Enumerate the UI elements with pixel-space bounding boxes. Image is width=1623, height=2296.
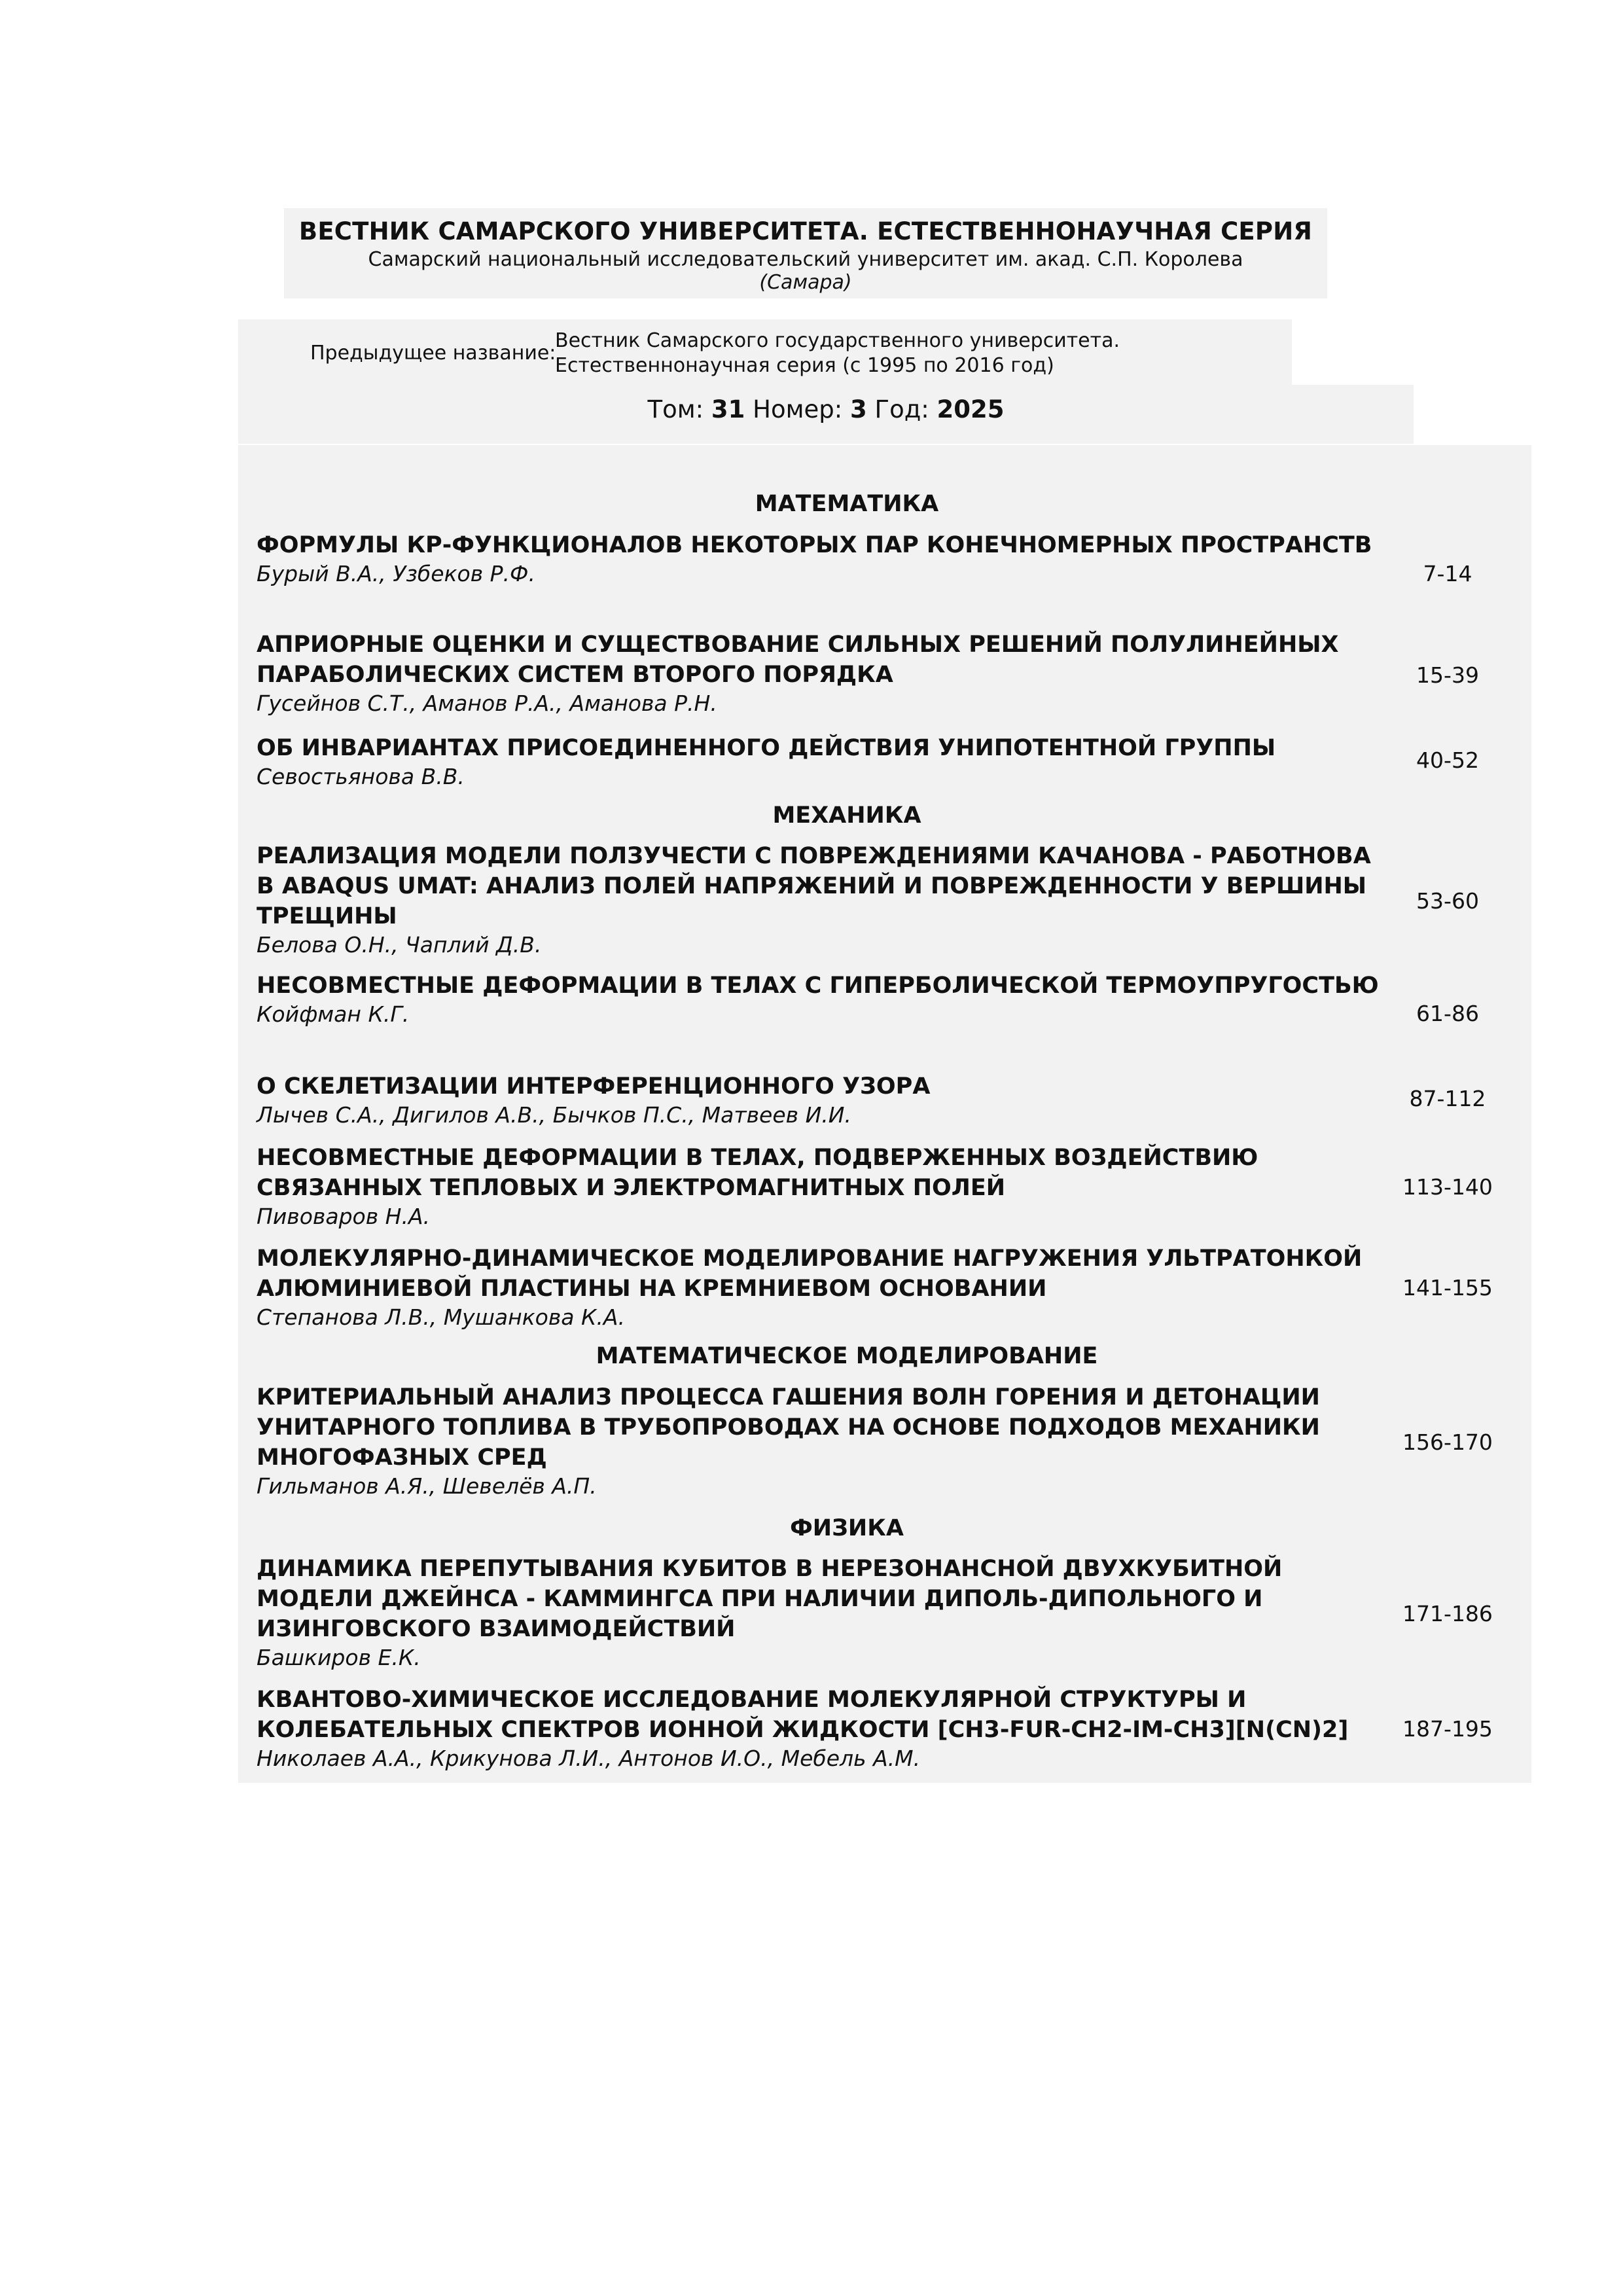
article-item[interactable] [257,1143,1513,1230]
article-pages: 87-112 [1409,1086,1486,1111]
number-value: 3 [850,395,867,423]
volume-label: Том: [647,395,704,423]
article-pages: 141-155 [1402,1275,1493,1300]
section-heading-math-modeling: МАТЕМАТИЧЕСКОЕ МОДЕЛИРОВАНИЕ [596,1343,1098,1369]
article-item[interactable] [257,630,1513,717]
journal-header [284,208,1327,298]
year-value: 2025 [936,395,1005,423]
article-authors: Башкиров Е.К. [257,1645,421,1670]
article-item[interactable] [257,530,1513,588]
article-pages: 40-52 [1416,747,1479,773]
article-title[interactable]: НЕСОВМЕСТНЫЕ ДЕФОРМАЦИИ В ТЕЛАХ, ПОДВЕРЖЕННЫХ ВОЗДЕЙСТВИЮ СВЯЗАННЫХ ТЕПЛОВЫХ И ЭЛЕКТРОМАГНИТНЫХ ПОЛЕЙ [257,1145,1258,1201]
article-item[interactable] [257,733,1513,791]
article-pages: 156-170 [1402,1429,1493,1455]
article-pages: 7-14 [1423,561,1472,586]
section-heading-mathematics: МАТЕМАТИКА [755,491,939,517]
article-pages: 113-140 [1402,1174,1493,1200]
table-of-contents [238,445,1531,1783]
article-pages: 15-39 [1416,662,1479,688]
article-title[interactable]: ДИНАМИКА ПЕРЕПУТЫВАНИЯ КУБИТОВ В НЕРЕЗОНАНСНОЙ ДВУХКУБИТНОЙ МОДЕЛИ ДЖЕЙНСА - КАММИНГСА ПРИ НАЛИЧИИ ДИПОЛЬ-ДИПОЛЬНОГО И ИЗИНГОВСКОГО ВЗАИМОДЕЙСТВИЙ [257,1556,1283,1642]
article-item[interactable] [257,841,1513,959]
article-authors: Пивоваров Н.А. [257,1204,431,1229]
article-title[interactable]: ФОРМУЛЫ КР-ФУНКЦИОНАЛОВ НЕКОТОРЫХ ПАР КОНЕЧНОМЕРНЫХ ПРОСТРАНСТВ [257,532,1372,558]
article-title[interactable]: КРИТЕРИАЛЬНЫЙ АНАЛИЗ ПРОЦЕССА ГАШЕНИЯ ВОЛН ГОРЕНИЯ И ДЕТОНАЦИИ УНИТАРНОГО ТОПЛИВА В ТРУБОПРОВОДАХ НА ОСНОВЕ ПОДХОДОВ МЕХАНИКИ МНОГОФАЗНЫХ СРЕД [257,1384,1320,1471]
article-pages: 187-195 [1402,1716,1493,1742]
article-pages: 171-186 [1402,1601,1493,1626]
article-pages: 53-60 [1416,888,1479,914]
section-heading-mechanics: МЕХАНИКА [772,802,921,829]
article-item[interactable] [257,1382,1513,1500]
article-authors: Гильманов А.Я., Шевелёв А.П. [257,1473,597,1499]
article-title[interactable]: ОБ ИНВАРИАНТАХ ПРИСОЕДИНЕННОГО ДЕЙСТВИЯ УНИПОТЕНТНОЙ ГРУППЫ [257,735,1276,761]
previous-title-block [238,319,1292,385]
article-title[interactable]: КВАНТОВО-ХИМИЧЕСКОЕ ИССЛЕДОВАНИЕ МОЛЕКУЛЯРНОЙ СТРУКТУРЫ И КОЛЕБАТЕЛЬНЫХ СПЕКТРОВ ИОННОЙ ЖИДКОСТИ [CH3-FUR-CH2-IM-CH3][N(CN)2] [257,1687,1349,1743]
article-title[interactable]: НЕСОВМЕСТНЫЕ ДЕФОРМАЦИИ В ТЕЛАХ С ГИПЕРБОЛИЧЕСКОЙ ТЕРМОУПРУГОСТЬЮ [257,973,1379,999]
article-authors: Койфман К.Г. [257,1001,410,1027]
journal-title: ВЕСТНИК САМАРСКОГО УНИВЕРСИТЕТА. ЕСТЕСТВЕННОНАУЧНАЯ СЕРИЯ [298,217,1313,245]
article-item[interactable] [257,1685,1513,1772]
article-title[interactable]: О СКЕЛЕТИЗАЦИИ ИНТЕРФЕРЕНЦИОННОГО УЗОРА [257,1073,931,1100]
article-item[interactable] [257,971,1513,1028]
article-authors: Лычев С.А., Дигилов А.В., Бычков П.С., Матвеев И.И. [257,1102,851,1128]
previous-title-label: Предыдущее название: [310,342,556,365]
article-item[interactable] [257,1244,1513,1331]
previous-title-value [555,329,1120,378]
number-label: Номер: [753,395,843,423]
article-item[interactable] [257,1071,1513,1129]
section-heading-physics: ФИЗИКА [790,1515,904,1541]
previous-title-line-1: Вестник Самарского государственного университета. [555,329,1120,352]
volume-value: 31 [711,395,745,423]
year-label: Год: [874,395,929,423]
publisher: Самарский национальный исследовательский университет им. акад. С.П. Королева [368,248,1243,271]
issue-info [238,385,1414,444]
article-pages: 61-86 [1416,1001,1479,1026]
issue-line [238,395,1414,423]
article-item[interactable] [257,1554,1513,1672]
article-authors: Гусейнов С.Т., Аманов Р.А., Аманова Р.Н. [257,691,717,716]
article-authors: Белова О.Н., Чаплий Д.В. [257,932,542,958]
article-title[interactable]: МОЛЕКУЛЯРНО-ДИНАМИЧЕСКОЕ МОДЕЛИРОВАНИЕ НАГРУЖЕНИЯ УЛЬТРАТОНКОЙ АЛЮМИНИЕВОЙ ПЛАСТИНЫ НА КРЕМНИЕВОМ ОСНОВАНИИ [257,1246,1363,1302]
article-title[interactable]: АПРИОРНЫЕ ОЦЕНКИ И СУЩЕСТВОВАНИЕ СИЛЬНЫХ РЕШЕНИЙ ПОЛУЛИНЕЙНЫХ ПАРАБОЛИЧЕСКИХ СИСТЕМ ВТОРОГО ПОРЯДКА [257,632,1339,688]
previous-title-line-2: Естественнонаучная серия (с 1995 по 2016 год) [555,354,1054,377]
article-authors: Степанова Л.В., Мушанкова К.А. [257,1304,625,1330]
article-authors: Севостьянова В.В. [257,764,465,789]
city: (Самара) [759,271,852,294]
article-title[interactable]: РЕАЛИЗАЦИЯ МОДЕЛИ ПОЛЗУЧЕСТИ С ПОВРЕЖДЕНИЯМИ КАЧАНОВА - РАБОТНОВА В ABAQUS UMAT: АНАЛИЗ ПОЛЕЙ НАПРЯЖЕНИЙ И ПОВРЕЖДЕННОСТИ У ВЕРШИНЫ ТРЕЩИНЫ [257,843,1371,929]
article-authors: Бурый В.А., Узбеков Р.Ф. [257,561,535,586]
article-authors: Николаев А.А., Крикунова Л.И., Антонов И.О., Мебель А.М. [257,1746,921,1771]
